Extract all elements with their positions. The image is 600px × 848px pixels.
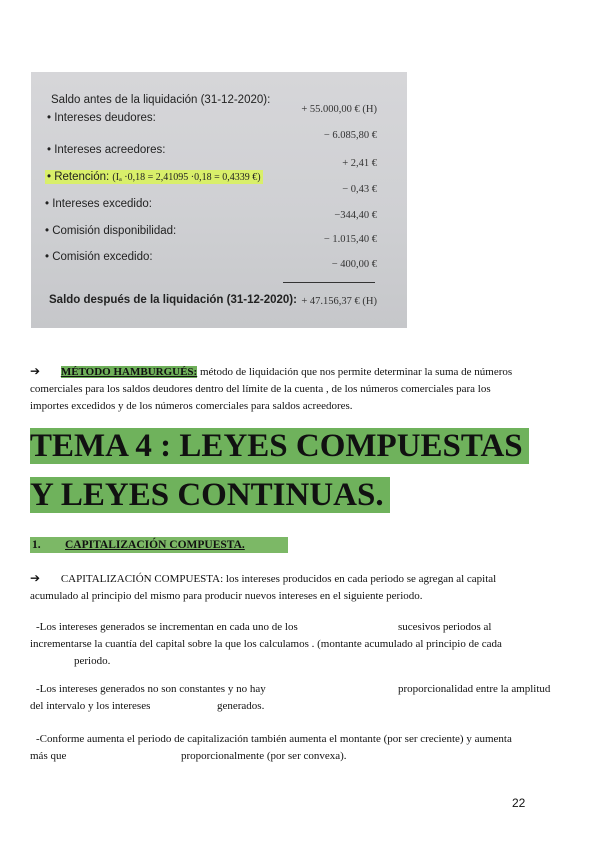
p2-text: del intervalo y los intereses [30,700,151,712]
row-value: + 2,41 € [342,158,377,169]
row-label: • Comisión excedido: [45,251,153,263]
paragraph-3 [30,731,575,765]
metodo-text: método de liquidación que nos permite determinar la suma de números [197,366,513,378]
p3-text: -Conforme aumenta el periodo de capitalización también aumenta el montante (por ser creciente) y aumenta [36,733,512,745]
p1-text: sucesivos periodos al [398,621,492,633]
row-value: − 1.015,40 € [323,234,377,245]
metodo-term: MÉTODO HAMBURGUÉS: [60,366,198,378]
retencion-formula: (Iₐ ·0,18 = 2,41095 ·0,18 = 0,4339 €) [112,172,261,183]
metodo-text: comerciales para los saldos deudores dentro del límite de la cuenta , de los números comerciales para los [30,383,491,395]
retencion-highlight [45,170,263,184]
cap-paragraph [30,570,575,605]
row-value: − 0,43 € [342,184,377,195]
metodo-paragraph [30,363,575,415]
row-label: Saldo antes de la liquidación (31-12-2020): [51,94,271,106]
row-value: − 400,00 € [331,259,377,270]
row-label: • Retención: [47,171,110,183]
cap-text: acumulado al principio del mismo para producir nuevos intereses en el siguiente periodo. [30,590,423,602]
section-number: 1. [32,539,41,551]
p2-text: generados. [217,700,265,712]
row-label: • Intereses deudores: [47,112,156,124]
row-value: + 55.000,00 € (H) [301,104,377,115]
row-value: + 47.156,37 € (H) [301,296,377,307]
tema-title-line-1: TEMA 4 : LEYES COMPUESTAS [30,428,529,464]
p1-text: incrementarse la cuantía del capital sobre la que los calculamos . (montante acumulado al principio de cada [30,638,502,650]
p1-text: periodo. [74,655,111,667]
row-label: • Comisión disponibilidad: [45,225,177,237]
p2-text: proporcionalidad entre la amplitud [398,683,551,695]
tema-title-line-2: Y LEYES CONTINUAS. [30,477,390,513]
p1-text: -Los intereses generados se incrementan en cada uno de los [36,621,298,633]
section-title: CAPITALIZACIÓN COMPUESTA. [65,539,245,551]
metodo-text: importes excedidos y de los números comerciales para saldos acreedores. [30,400,353,412]
p3-text: más que [30,750,67,762]
cap-text: CAPITALIZACIÓN COMPUESTA: los intereses producidos en cada periodo se agregan al capital [60,573,497,585]
section-heading [30,537,288,553]
sum-rule [283,282,375,283]
paragraph-1 [30,619,575,670]
arrow-icon: ➔ [30,364,41,378]
p3-text: proporcionalmente (por ser convexa). [181,750,347,762]
row-value: −344,40 € [334,210,377,221]
row-value: − 6.085,80 € [323,130,377,141]
paragraph-2 [30,681,575,715]
p2-text: -Los intereses generados no son constantes y no hay [36,683,266,695]
page-number: 22 [512,796,526,810]
row-label: Saldo después de la liquidación (31-12-2020): [49,294,297,306]
liquidation-photo [31,72,407,328]
row-label: • Intereses excedido: [45,198,152,210]
arrow-icon: ➔ [30,571,41,585]
row-label: • Intereses acreedores: [47,144,166,156]
